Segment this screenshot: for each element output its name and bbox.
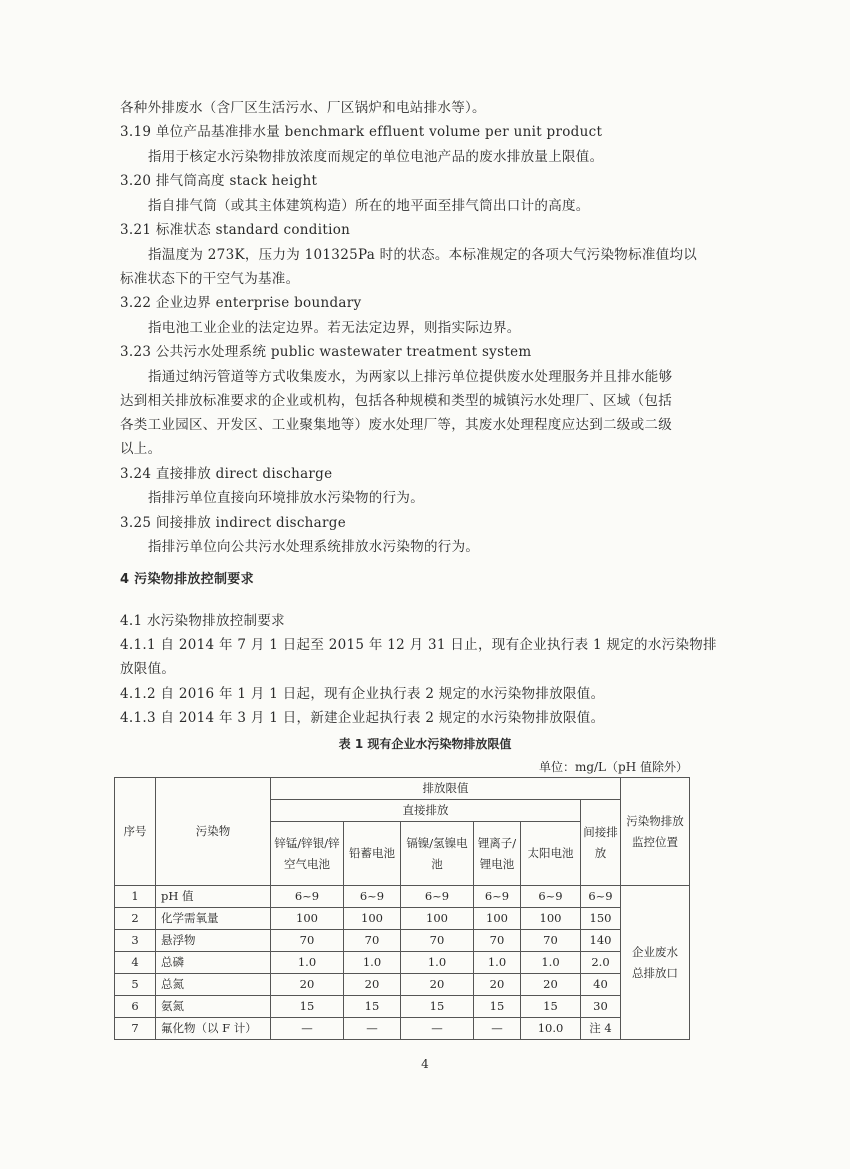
- term-3-19: 3.19 单位产品基准排水量 benchmark effluent volume per unit product: [120, 124, 603, 140]
- definition-3-22: 指电池工业企业的法定边界。若无法定边界，则指实际边界。: [148, 320, 521, 336]
- header-nickel-battery: 镉镍/氢镍电池: [401, 822, 474, 886]
- pollutant-name: 化学需氧量: [156, 908, 271, 930]
- header-lead-battery: 铅蓄电池: [344, 822, 401, 886]
- header-monitor-location: 污染物排放监控位置: [621, 778, 690, 886]
- header-limits: 排放限值: [271, 778, 621, 800]
- definition-3-23-cont: 达到相关排放标准要求的企业或机构，包括各种规模和类型的城镇污水处理厂、区域（包括: [120, 393, 672, 409]
- limit-value: 6~9: [271, 886, 344, 908]
- limit-value: 2.0: [581, 952, 621, 974]
- row-number: 4: [115, 952, 156, 974]
- definition-3-21: 指温度为 273K，压力为 101325Pa 时的状态。本标准规定的各项大气污染物标准值均以: [148, 247, 698, 263]
- table-row: [115, 952, 690, 974]
- term-3-21: 3.21 标准状态 standard condition: [120, 222, 351, 238]
- table-caption: 表 1 现有企业水污染物排放限值: [338, 737, 512, 751]
- limit-value: 70: [474, 930, 521, 952]
- clause-4-1-1: 4.1.1 自 2014 年 7 月 1 日起至 2015 年 12 月 31 日止，现有企业执行表 1 规定的水污染物排: [120, 637, 717, 653]
- pollutant-name: 悬浮物: [156, 930, 271, 952]
- emission-limits-table: [114, 777, 690, 1040]
- section-heading-4: 4 污染物排放控制要求: [120, 572, 254, 587]
- limit-value: 70: [344, 930, 401, 952]
- term-3-22: 3.22 企业边界 enterprise boundary: [120, 295, 362, 311]
- header-pollutant: 污染物: [156, 778, 271, 886]
- table-row: [115, 974, 690, 996]
- row-number: 6: [115, 996, 156, 1018]
- limit-value: 20: [521, 974, 581, 996]
- limit-value: 1.0: [271, 952, 344, 974]
- definition-3-23: 指通过纳污管道等方式收集废水，为两家以上排污单位提供废水处理服务并且排水能够: [148, 369, 673, 385]
- table-row: [115, 908, 690, 930]
- header-indirect: 间接排放: [581, 800, 621, 886]
- limit-value: 15: [271, 996, 344, 1018]
- clause-4-1-2: 4.1.2 自 2016 年 1 月 1 日起，现有企业执行表 2 规定的水污染物排放限值。: [120, 686, 605, 702]
- limit-value: 6~9: [521, 886, 581, 908]
- limit-value: 100: [344, 908, 401, 930]
- limit-value: 6~9: [581, 886, 621, 908]
- limit-value: 15: [344, 996, 401, 1018]
- page-number: 4: [421, 1057, 429, 1071]
- definition-3-19: 指用于核定水污染物排放浓度而规定的单位电池产品的废水排放量上限值。: [148, 149, 604, 165]
- limit-value: 150: [581, 908, 621, 930]
- term-3-24: 3.24 直接排放 direct discharge: [120, 466, 333, 482]
- clause-4-1-3: 4.1.3 自 2014 年 3 月 1 日，新建企业起执行表 2 规定的水污染物排放限值。: [120, 710, 605, 726]
- limit-value: 20: [344, 974, 401, 996]
- limit-value: 1.0: [474, 952, 521, 974]
- limit-value: 40: [581, 974, 621, 996]
- limit-value: 1.0: [344, 952, 401, 974]
- pollutant-name: 总氮: [156, 974, 271, 996]
- limit-value: —: [344, 1018, 401, 1040]
- term-3-23: 3.23 公共污水处理系统 public wastewater treatment system: [120, 344, 532, 360]
- text-line: 各种外排废水（含厂区生活污水、厂区锅炉和电站排水等）。: [120, 100, 486, 116]
- definition-3-21-cont: 标准状态下的干空气为基准。: [120, 271, 300, 287]
- definition-3-23-cont: 以上。: [120, 441, 162, 457]
- definition-3-25: 指排污单位向公共污水处理系统排放水污染物的行为。: [148, 539, 480, 555]
- pollutant-name: 总磷: [156, 952, 271, 974]
- limit-value: 6~9: [401, 886, 474, 908]
- limit-value: 15: [521, 996, 581, 1018]
- monitor-location: 企业废水总排放口: [621, 886, 690, 1040]
- table-unit-note: 单位：mg/L（pH 值除外）: [538, 760, 688, 774]
- table-row: [115, 1018, 690, 1040]
- limit-value: 10.0: [521, 1018, 581, 1040]
- limit-value: 注 4: [581, 1018, 621, 1040]
- row-number: 1: [115, 886, 156, 908]
- limit-value: 6~9: [474, 886, 521, 908]
- pollutant-name: pH 值: [156, 886, 271, 908]
- limit-value: 1.0: [521, 952, 581, 974]
- limit-value: 100: [521, 908, 581, 930]
- pollutant-name: 氟化物（以 F 计）: [156, 1018, 271, 1040]
- limit-value: —: [474, 1018, 521, 1040]
- header-direct: 直接排放: [271, 800, 581, 822]
- subsection-heading-4-1: 4.1 水污染物排放控制要求: [120, 613, 285, 629]
- limit-value: 1.0: [401, 952, 474, 974]
- pollutant-name: 氨氮: [156, 996, 271, 1018]
- table-row: [115, 886, 690, 908]
- header-solar-battery: 太阳电池: [521, 822, 581, 886]
- limit-value: 6~9: [344, 886, 401, 908]
- limit-value: 100: [401, 908, 474, 930]
- definition-3-23-cont: 各类工业园区、开发区、工业聚集地等）废水处理厂等，其废水处理程度应达到二级或二级: [120, 417, 672, 433]
- limit-value: 20: [271, 974, 344, 996]
- table-row: [115, 996, 690, 1018]
- limit-value: 20: [401, 974, 474, 996]
- definition-3-24: 指排污单位直接向环境排放水污染物的行为。: [148, 490, 424, 506]
- table-row: [115, 930, 690, 952]
- limit-value: —: [271, 1018, 344, 1040]
- header-zinc-battery: 锌锰/锌银/锌空气电池: [271, 822, 344, 886]
- row-number: 5: [115, 974, 156, 996]
- limit-value: 70: [401, 930, 474, 952]
- row-number: 7: [115, 1018, 156, 1040]
- limit-value: 15: [401, 996, 474, 1018]
- limit-value: —: [401, 1018, 474, 1040]
- limit-value: 100: [474, 908, 521, 930]
- term-3-20: 3.20 排气筒高度 stack height: [120, 173, 318, 189]
- limit-value: 30: [581, 996, 621, 1018]
- limit-value: 70: [271, 930, 344, 952]
- limit-value: 100: [271, 908, 344, 930]
- limit-value: 70: [521, 930, 581, 952]
- header-lithium-battery: 锂离子/锂电池: [474, 822, 521, 886]
- row-number: 2: [115, 908, 156, 930]
- definition-3-20: 指自排气筒（或其主体建筑构造）所在的地平面至排气筒出口计的高度。: [148, 198, 590, 214]
- limit-value: 20: [474, 974, 521, 996]
- header-seq: 序号: [115, 778, 156, 886]
- row-number: 3: [115, 930, 156, 952]
- clause-4-1-1-cont: 放限值。: [120, 661, 176, 677]
- term-3-25: 3.25 间接排放 indirect discharge: [120, 515, 347, 531]
- limit-value: 15: [474, 996, 521, 1018]
- limit-value: 140: [581, 930, 621, 952]
